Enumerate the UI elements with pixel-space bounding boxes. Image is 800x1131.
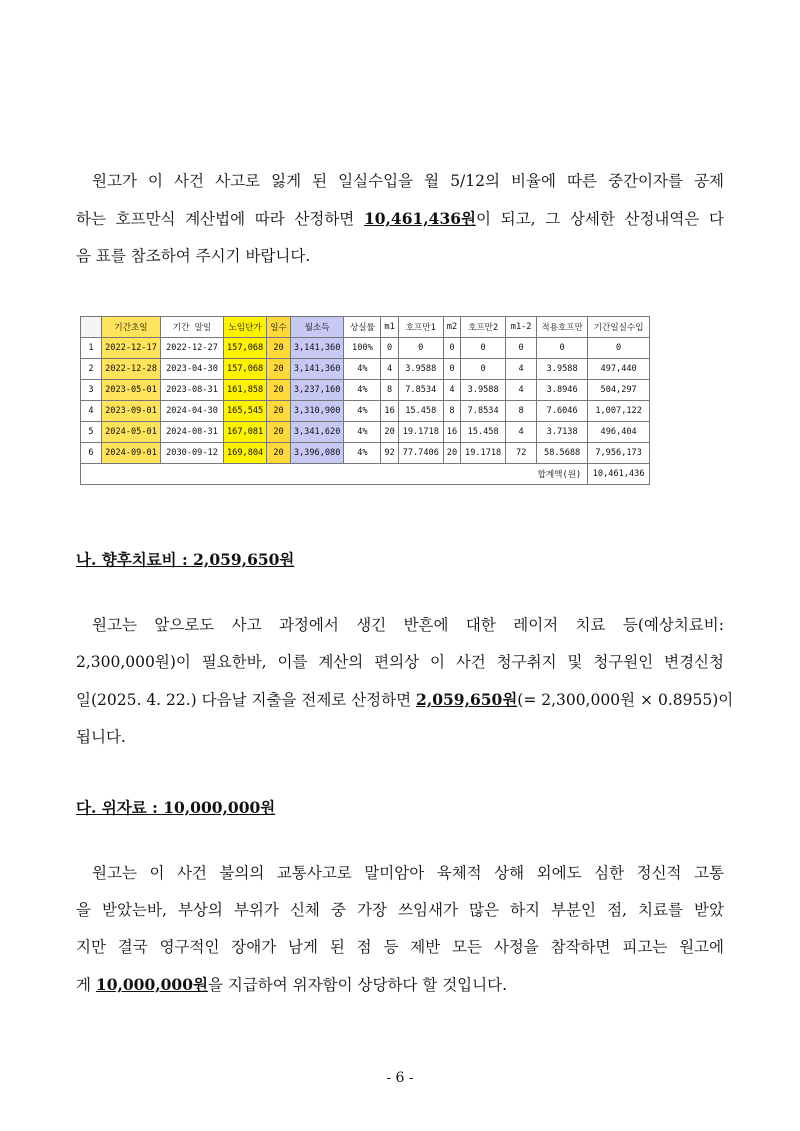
monthly-income: 3,141,360 xyxy=(290,338,344,359)
hoffman1: 7.8534 xyxy=(398,380,443,401)
m2: 0 xyxy=(443,359,460,380)
table-header-cell: 호프만1 xyxy=(398,317,443,338)
hoffman1: 0 xyxy=(398,338,443,359)
table-row xyxy=(81,380,650,401)
m2: 8 xyxy=(443,401,460,422)
monthly-income: 3,341,620 xyxy=(290,422,344,443)
loss-rate: 4% xyxy=(344,422,381,443)
table-header-cell: 노임단가 xyxy=(224,317,267,338)
hoffman2: 0 xyxy=(461,338,506,359)
m1-minus-m2: 8 xyxy=(506,401,537,422)
paragraph-lost-income xyxy=(76,163,724,275)
applied-hoffman: 0 xyxy=(537,338,588,359)
para1-line2b: 이 되고, 그 상세한 산정내역은 다 xyxy=(476,210,724,228)
table-header-cell: 상실률 xyxy=(344,317,381,338)
hoffman2: 15.458 xyxy=(461,422,506,443)
table-header-cell: m1 xyxy=(381,317,398,338)
hoffman2: 19.1718 xyxy=(461,443,506,464)
daily-wage: 165,545 xyxy=(224,401,267,422)
applied-hoffman: 3.8946 xyxy=(537,380,588,401)
table-row xyxy=(81,359,650,380)
row-index: 1 xyxy=(81,338,102,359)
m1-minus-m2: 0 xyxy=(506,338,537,359)
para2-line1: 원고는 앞으로도 사고 과정에서 생긴 반흔에 대한 레이저 치료 등(예상치료비: xyxy=(92,616,724,634)
monthly-income: 3,310,900 xyxy=(290,401,344,422)
para1-line1: 원고가 이 사건 사고로 잃게 된 일실수입을 월 5/12의 비율에 따른 중간이자를 공제 xyxy=(92,172,724,190)
m1: 8 xyxy=(381,380,398,401)
period-start: 2024-09-01 xyxy=(102,443,161,464)
period-start: 2023-09-01 xyxy=(102,401,161,422)
work-days: 20 xyxy=(267,359,291,380)
para3-line3: 지만 결국 영구적인 장애가 남게 된 점 등 제반 모든 사정을 참작하면 피고는 원고에 xyxy=(76,938,724,956)
period-lost-income: 504,297 xyxy=(588,380,650,401)
period-lost-income: 497,440 xyxy=(588,359,650,380)
table-row xyxy=(81,401,650,422)
period-start: 2022-12-17 xyxy=(102,338,161,359)
lost-income-amount: 10,461,436원 xyxy=(363,209,477,228)
m1: 20 xyxy=(381,422,398,443)
m1-minus-m2: 4 xyxy=(506,422,537,443)
monthly-income: 3,396,080 xyxy=(290,443,344,464)
period-lost-income: 7,956,173 xyxy=(588,443,650,464)
future-treatment-amount: 2,059,650원 xyxy=(416,690,518,709)
hoffman1: 77.7406 xyxy=(398,443,443,464)
table-row xyxy=(81,443,650,464)
monthly-income: 3,141,360 xyxy=(290,359,344,380)
table-header-cell: 일수 xyxy=(267,317,291,338)
monthly-income: 3,237,160 xyxy=(290,380,344,401)
work-days: 20 xyxy=(267,380,291,401)
hoffman1: 15.458 xyxy=(398,401,443,422)
table-row xyxy=(81,338,650,359)
para2-line3a: 일(2025. 4. 22.) 다음날 지출을 전제로 산정하면 xyxy=(76,691,417,709)
loss-rate: 4% xyxy=(344,380,381,401)
row-index: 4 xyxy=(81,401,102,422)
work-days: 20 xyxy=(267,401,291,422)
para2-line4: 됩니다. xyxy=(76,728,126,746)
para3-line1: 원고는 이 사건 불의의 교통사고로 말미암아 육체적 상해 외에도 심한 정신적 고통 xyxy=(92,864,724,882)
daily-wage: 157,068 xyxy=(224,359,267,380)
table-row xyxy=(81,422,650,443)
period-start: 2023-05-01 xyxy=(102,380,161,401)
daily-wage: 167,081 xyxy=(224,422,267,443)
m2: 20 xyxy=(443,443,460,464)
para1-line3: 음 표를 참조하여 주시기 바랍니다. xyxy=(76,247,311,265)
table-header-cell xyxy=(81,317,102,338)
applied-hoffman: 7.6046 xyxy=(537,401,588,422)
table-header-row xyxy=(81,317,650,338)
m2: 0 xyxy=(443,338,460,359)
table-header-cell: m1-2 xyxy=(506,317,537,338)
m1-minus-m2: 4 xyxy=(506,359,537,380)
para3-line4b: 을 지급하여 위자함이 상당하다 할 것입니다. xyxy=(207,976,508,994)
applied-hoffman: 3.9588 xyxy=(537,359,588,380)
table-total-row xyxy=(81,464,650,485)
m1: 92 xyxy=(381,443,398,464)
period-lost-income: 0 xyxy=(588,338,650,359)
para2-line3b: (= 2,300,000원 × 0.8955)이 xyxy=(517,691,734,709)
applied-hoffman: 3.7138 xyxy=(537,422,588,443)
hoffman2: 3.9588 xyxy=(461,380,506,401)
period-start: 2024-05-01 xyxy=(102,422,161,443)
para3-line2: 을 받았는바, 부상의 부위가 신체 중 가장 쓰임새가 많은 하지 부분인 점, 치료를 받았 xyxy=(76,901,724,919)
m1: 0 xyxy=(381,338,398,359)
para1-line2a: 하는 호프만식 계산법에 따라 산정하면 xyxy=(76,210,364,228)
table-header-cell: 적용호프만 xyxy=(537,317,588,338)
para2-line2: 2,300,000원)이 필요한바, 이를 계산의 편의상 이 사건 청구취지 및 청구원인 변경신청 xyxy=(76,653,724,671)
m1: 4 xyxy=(381,359,398,380)
heading-consolation: 다. 위자료 : 10,000,000원 xyxy=(76,798,276,817)
hoffman1: 3.9588 xyxy=(398,359,443,380)
m2: 4 xyxy=(443,380,460,401)
consolation-amount: 10,000,000원 xyxy=(95,975,208,994)
period-lost-income: 496,404 xyxy=(588,422,650,443)
loss-rate: 4% xyxy=(344,359,381,380)
total-label: 합계액(원) xyxy=(81,464,588,485)
m1: 16 xyxy=(381,401,398,422)
row-index: 3 xyxy=(81,380,102,401)
m1-minus-m2: 72 xyxy=(506,443,537,464)
page-number: - 6 - xyxy=(386,1070,414,1086)
total-value: 10,461,436 xyxy=(588,464,650,485)
hoffman2: 7.8534 xyxy=(461,401,506,422)
para3-line4a: 게 xyxy=(76,976,96,994)
m1-minus-m2: 4 xyxy=(506,380,537,401)
period-end: 2023-04-30 xyxy=(161,359,224,380)
table-header-cell: m2 xyxy=(443,317,460,338)
applied-hoffman: 58.5688 xyxy=(537,443,588,464)
daily-wage: 161,858 xyxy=(224,380,267,401)
table-header-cell: 기간초일 xyxy=(102,317,161,338)
heading-future-treatment: 나. 향후치료비 : 2,059,650원 xyxy=(76,550,295,569)
row-index: 2 xyxy=(81,359,102,380)
period-end: 2024-04-30 xyxy=(161,401,224,422)
paragraph-consolation xyxy=(76,855,724,1004)
loss-rate: 4% xyxy=(344,401,381,422)
period-lost-income: 1,007,122 xyxy=(588,401,650,422)
daily-wage: 169,804 xyxy=(224,443,267,464)
paragraph-future-treatment xyxy=(76,607,734,756)
work-days: 20 xyxy=(267,422,291,443)
period-start: 2022-12-28 xyxy=(102,359,161,380)
row-index: 6 xyxy=(81,443,102,464)
hoffman2: 0 xyxy=(461,359,506,380)
row-index: 5 xyxy=(81,422,102,443)
period-end: 2023-08-31 xyxy=(161,380,224,401)
daily-wage: 157,068 xyxy=(224,338,267,359)
table-header-cell: 기간일실수입 xyxy=(588,317,650,338)
work-days: 20 xyxy=(267,338,291,359)
hoffman1: 19.1718 xyxy=(398,422,443,443)
loss-rate: 4% xyxy=(344,443,381,464)
m2: 16 xyxy=(443,422,460,443)
period-end: 2030-09-12 xyxy=(161,443,224,464)
table-header-cell: 호프만2 xyxy=(461,317,506,338)
period-end: 2022-12-27 xyxy=(161,338,224,359)
loss-rate: 100% xyxy=(344,338,381,359)
work-days: 20 xyxy=(267,443,291,464)
lost-income-table xyxy=(80,316,650,485)
table-header-cell: 기간 말일 xyxy=(161,317,224,338)
period-end: 2024-08-31 xyxy=(161,422,224,443)
table-header-cell: 월소득 xyxy=(290,317,344,338)
